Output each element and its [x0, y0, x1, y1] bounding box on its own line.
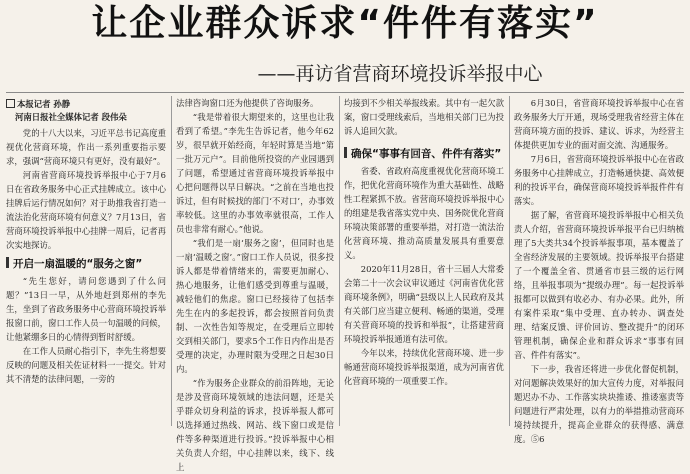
byline-reporter-2: 河南日报社全媒体记者 段伟朵 — [15, 112, 127, 122]
column-4 — [514, 96, 684, 444]
headline: 让企业群众诉求“件件有落实” — [91, 3, 599, 44]
paragraph: “我是带着很大期望来的，这里也让我看到了希望。”李先生告诉记者，他今年62岁，很早就开始经商，年轻时算是当地“第一批万元户”。目前他所投资的产业园遇到了问题，希望通过省营商环境投诉举报中心把问题得以早日解决。“之前在当地也投诉过，但有时候找的部门‘不对口’，办事效率较低。这里的办事效率就很高，工作人员也非常有耐心。”他说。 — [176, 112, 334, 234]
paragraph: “先生您好，请问您遇到了什么问题？”13日一早，从外地赶到郑州的李先生，坐到了省政务服务中心营商环境投诉举报窗口前，窗口工作人员一句温暖的问候，让他紧绷多日的心情得到暂时舒缓。 — [6, 276, 166, 342]
paragraph: “作为服务企业群众的前沿阵地，无论是涉及营商环境领域的违法问题，还是关乎群众切身利益的诉求，投诉举报人都可以选择通过热线、网站、线下窗口或是信件等多种渠道进行投诉。”投诉举报中心相关负责人介绍，中心挂牌以来，线下、线上 — [176, 378, 334, 472]
column-divider — [509, 96, 510, 426]
paragraph: 据了解，省营商环境投诉举报中心相关负责人介绍，省营商环境投诉举报平台已归纳梳理了5大类共34个投诉举报事项，基本覆盖了全省经济发展的主要领域。投诉举报平台搭建了一个覆盖全省、贯通省市县三级的运行网络，且举报事项为“提级办理”。每一起投诉举报都可以做到有收必办、有办必果。此外，所有案件采取“集中受理、直办转办、调查处理、结案反馈、评价回访、整改提升”的闭环管理机制，确保企业和群众诉求“事事有回音、件件有落实”。 — [514, 210, 684, 360]
column-3 — [344, 96, 504, 426]
paragraph: 均接到不少相关举报线索。其中有一起欠款案，窗口受理线索后，当地相关部门已为投诉人追回欠款。 — [344, 98, 504, 136]
paragraph: 在工作人员耐心指引下，李先生将想要反映的问题及相关佐证材料一一提交。针对其不清楚的法律问题，一旁的 — [6, 346, 166, 384]
section-heading-service-window — [6, 256, 166, 272]
header-rule — [6, 92, 684, 93]
byline-reporter: 本报记者 孙静 — [17, 99, 71, 109]
paragraph: 河南省营商环境投诉举报中心于7月6日在省政务服务中心正式挂牌成立。该中心挂牌后运行情况如何？对于助推我省打造一流法治化营商环境有何意义？7月13日，省营商环境投诉举报中心挂牌一周后，记者再次实地探访。 — [6, 170, 166, 250]
paragraph: 7月6日，省营商环境投诉举报中心在省政务服务中心挂牌成立，打造畅通快捷、高效便利的投诉平台，确保营商环境投诉举报件件有落实。 — [514, 154, 684, 206]
subheadline: ——再访省营商环境投诉举报中心 — [257, 63, 543, 85]
column-divider — [171, 96, 172, 426]
section-bar-icon — [344, 147, 347, 158]
paragraph: “我们是一扇‘服务之窗’，但同时也是一扇‘温暖之窗’。”窗口工作人员说，很多投诉人都是带着情绪来的，需要更加耐心、热心地服务，让他们感受到尊重与温暖，减轻他们的焦虑。窗口已经接待了包括李先生在内的多起投诉，都会按照首问负责制、一次性告知等规定，在受理后立即转交到相关部门，要求5个工作日内作出是否受理的决定，办理时限为受理之日起30日内。 — [176, 238, 334, 374]
paragraph: 6月30日，省营商环境投诉举报中心在省政务服务大厅开通，现场受理我省经营主体在营商环境方面的投诉、建议、诉求，为经营主体提供更加专业的面对面交流、沟通服务。 — [514, 98, 684, 150]
byline — [6, 98, 166, 124]
section-bar-icon — [6, 257, 9, 268]
paragraph: 2020年11月28日，省十三届人大常委会第二十一次会议审议通过《河南省优化营商环境条例》，明确“县级以上人民政府及其有关部门应当建立便利、畅通的渠道，受理有关营商环境的投诉和举报”，让搭建营商环境投诉举报通道有法可依。 — [344, 264, 504, 344]
col1-intro — [6, 126, 166, 252]
col1-body — [6, 274, 166, 386]
column-divider — [339, 96, 340, 426]
paragraph: 省委、省政府高度重视优化营商环境工作，把优化营商环境作为重大基础性、战略性工程紧抓不放。省营商环境投诉举报中心的组建是我省落实党中央、国务院优化营商环境决策部署的重要举措，对打造一流法治化营商环境、推动高质量发展具有重要意义。 — [344, 166, 504, 260]
section-heading-text: 开启一扇温暖的“服务之窗” — [13, 258, 143, 270]
column-1 — [6, 126, 166, 426]
paragraph: 下一步，我省还将进一步优化督促机制，对问题解决效果好的加大宣传力度，对举报问题迟办不办、工作落实块块推诿、推诿塞责等问题进行严肃处理，以有力的举措推动营商环境持续提升，提高企业群众的获得感、满意度。⑤6 — [514, 364, 684, 444]
section-heading-text: 确保“事事有回音、件件有落实” — [351, 148, 502, 160]
section-heading-follow-up — [344, 146, 504, 162]
paragraph: 法律咨询窗口还为他提供了咨询服务。 — [176, 98, 319, 108]
column-2 — [176, 96, 334, 472]
paragraph: 党的十八大以来，习近平总书记高度重视优化营商环境，作出一系列重要指示要求，强调“营商环境只有更好，没有最好”。 — [6, 128, 166, 166]
paragraph: 今年以来，持续优化营商环境、进一步畅通营商环境投诉举报渠道，成为河南省优化营商环境的一项重要工作。 — [344, 348, 504, 386]
byline-marker-icon — [6, 99, 15, 108]
